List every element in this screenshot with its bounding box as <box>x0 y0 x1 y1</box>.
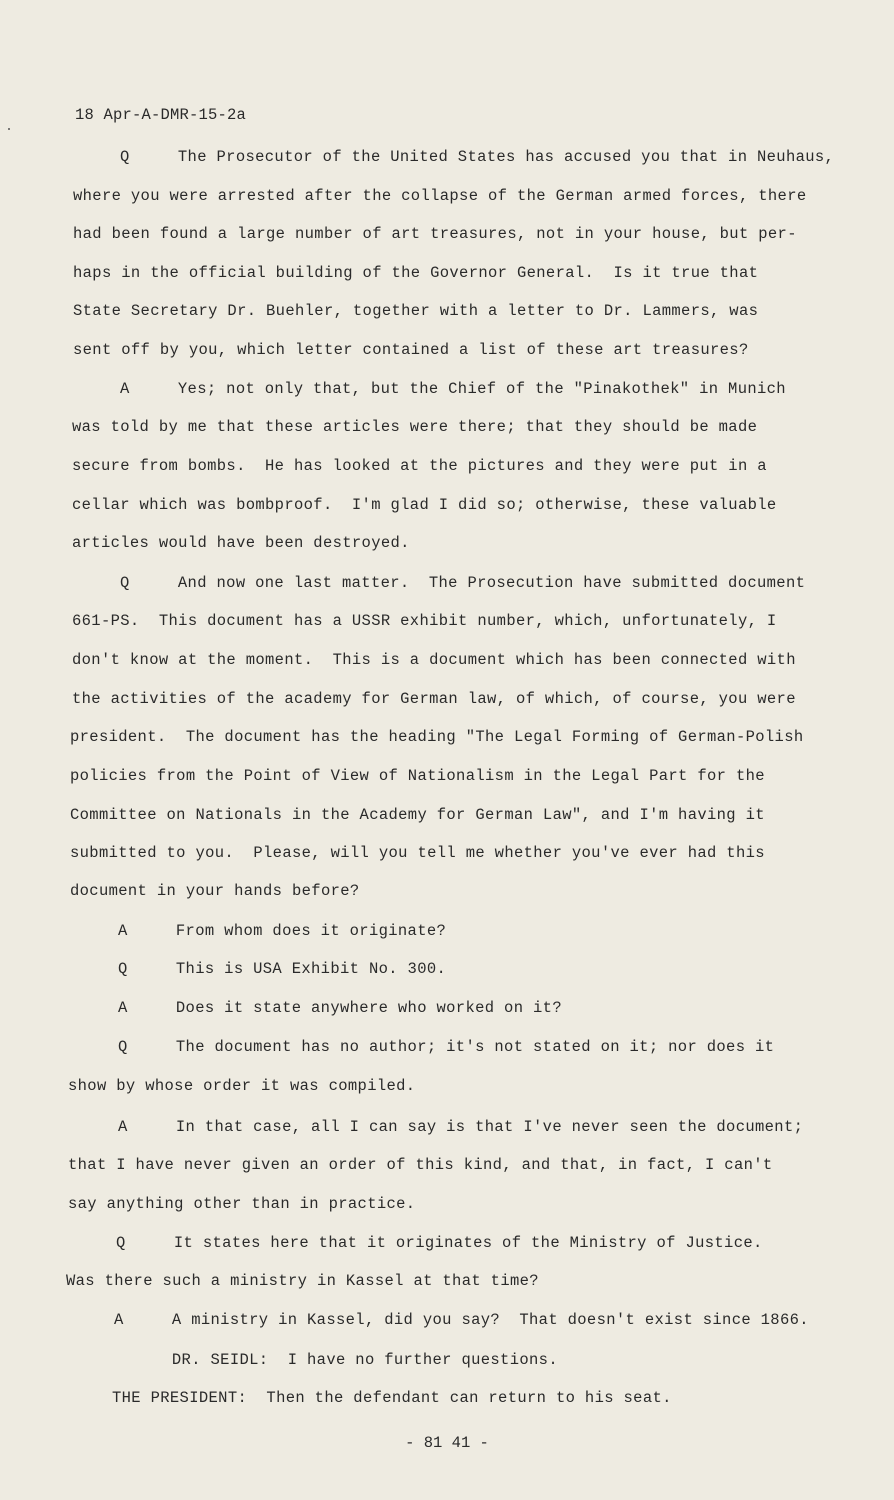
transcript-line: president. The document has the heading "The Legal Forming of German-Polish <box>70 728 804 746</box>
transcript-line: that I have never given an order of this kind, and that, in fact, I can't <box>68 1156 773 1174</box>
document-reference: 18 Apr-A-DMR-15-2a <box>75 106 247 124</box>
transcript-line: articles would have been destroyed. <box>72 534 410 552</box>
transcript-line: submitted to you. Please, will you tell me whether you've ever had this <box>70 844 765 862</box>
transcript-line: sent off by you, which letter contained a list of these art treasures? <box>73 341 749 359</box>
transcript-line: was told by me that these articles were there; that they should be made <box>72 418 758 436</box>
transcript-line: A In that case, all I can say is that I've never seen the document; <box>118 1118 804 1136</box>
transcript-line: Q This is USA Exhibit No. 300. <box>118 960 447 978</box>
transcript-line: haps in the official building of the Governor General. Is it true that <box>73 264 759 282</box>
transcript-line: the activities of the academy for German law, of which, of course, you were <box>72 690 796 708</box>
transcript-line: A Does it state anywhere who worked on it? <box>118 999 562 1017</box>
transcript-line: don't know at the moment. This is a document which has been connected with <box>72 651 796 669</box>
transcript-line: THE PRESIDENT: Then the defendant can return to his seat. <box>112 1389 672 1407</box>
transcript-line: 661-PS. This document has a USSR exhibit number, which, unfortunately, I <box>72 612 777 630</box>
transcript-line: A From whom does it originate? <box>118 922 447 940</box>
transcript-line: Q It states here that it originates of the Ministry of Justice. <box>116 1234 763 1252</box>
transcript-line: had been found a large number of art treasures, not in your house, but per- <box>73 225 797 243</box>
transcript-line: show by whose order it was compiled. <box>68 1077 416 1095</box>
transcript-line: Q The Prosecutor of the United States has accused you that in Neuhaus, <box>120 148 835 166</box>
transcript-line: document in your hands before? <box>70 882 360 900</box>
page-number: - 81 41 - <box>405 1434 489 1452</box>
transcript-line: policies from the Point of View of Nationalism in the Legal Part for the <box>70 767 765 785</box>
transcript-line: cellar which was bombproof. I'm glad I did so; otherwise, these valuable <box>72 496 777 514</box>
transcript-line: A A ministry in Kassel, did you say? That doesn't exist since 1866. <box>114 1311 809 1329</box>
transcript-line: secure from bombs. He has looked at the pictures and they were put in a <box>72 457 767 475</box>
transcript-line: Q And now one last matter. The Prosecution have submitted document <box>120 574 806 592</box>
margin-mark <box>8 128 10 130</box>
transcript-line: State Secretary Dr. Buehler, together with a letter to Dr. Lammers, was <box>73 302 759 320</box>
transcript-line: where you were arrested after the collapse of the German armed forces, there <box>73 187 807 205</box>
transcript-line: Was there such a ministry in Kassel at that time? <box>66 1272 539 1290</box>
transcript-line: Q The document has no author; it's not stated on it; nor does it <box>118 1038 775 1056</box>
transcript-line: A Yes; not only that, but the Chief of the "Pinakothek" in Munich <box>120 380 786 398</box>
transcript-line: Committee on Nationals in the Academy for German Law", and I'm having it <box>70 806 765 824</box>
transcript-line: say anything other than in practice. <box>68 1195 416 1213</box>
transcript-line: DR. SEIDL: I have no further questions. <box>114 1351 558 1369</box>
